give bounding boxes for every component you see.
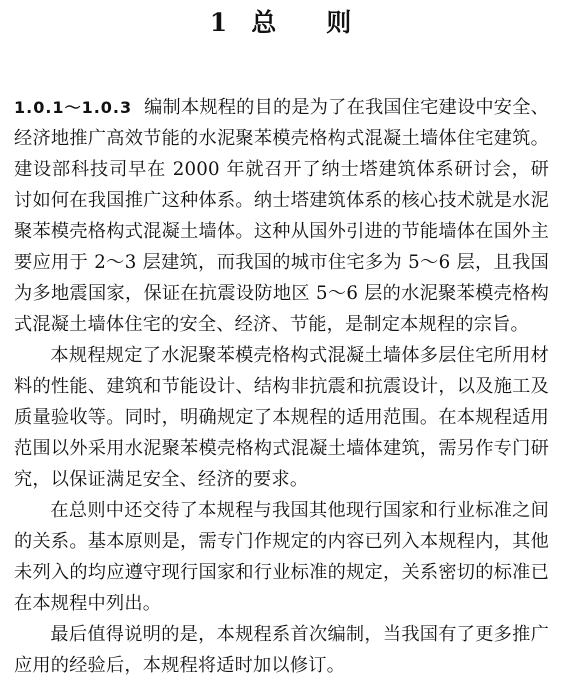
clause-number: 1.0.1～1.0.3 [14,98,133,117]
chapter-number: 1 [209,8,230,37]
chapter-title [14,8,549,92]
paragraph-text: 编制本规程的目的是为了在我国住宅建设中安全、经济地推广高效节能的水泥聚苯模壳格构式混凝土墙体住宅建筑。建设部科技司早在 2000 年就召开了纳士塔建筑体系研讨会，研讨如何在我国推广这种体系。纳士塔建筑体系的核心技术就是水泥聚苯模壳格构式混凝土墙体。这种从国外引进的节能墙体在国外主要应用于 2～3 层建筑，而我国的城市住宅多为 5～6 层，且我国为多地震国家，保证在抗震设防地区 5～6 层的水泥聚苯模壳格构式混凝土墙体住宅的安全、经济、节能，是制定本规程的宗旨。 [14,97,549,335]
paragraph-relations: 在总则中还交待了本规程与我国其他现行国家和行业标准之间的关系。基本原则是，需专门作规定的内容已列入本规程内，其他未列入的均应遵守现行国家和行业标准的规定，关系密切的标准已在本规程中列出。 [14,500,549,614]
paragraph-revision: 最后值得说明的是，本规程系首次编制，当我国有了更多推广应用的经验后，本规程将适时加以修订。 [14,624,549,676]
chapter-title-part2: 则 [326,8,354,37]
chapter-title-part1: 总 [251,8,279,37]
paragraph-purpose [14,92,549,340]
paragraph-scope: 本规程规定了水泥聚苯模壳格构式混凝土墙体多层住宅所用材料的性能、建筑和节能设计、结构非抗震和抗震设计，以及施工及质量验收等。同时，明确规定了本规程的适用范围。在本规程适用范围以外采用水泥聚苯模壳格构式混凝土墙体建筑，需另作专门研究，以保证满足安全、经济的要求。 [14,345,549,490]
